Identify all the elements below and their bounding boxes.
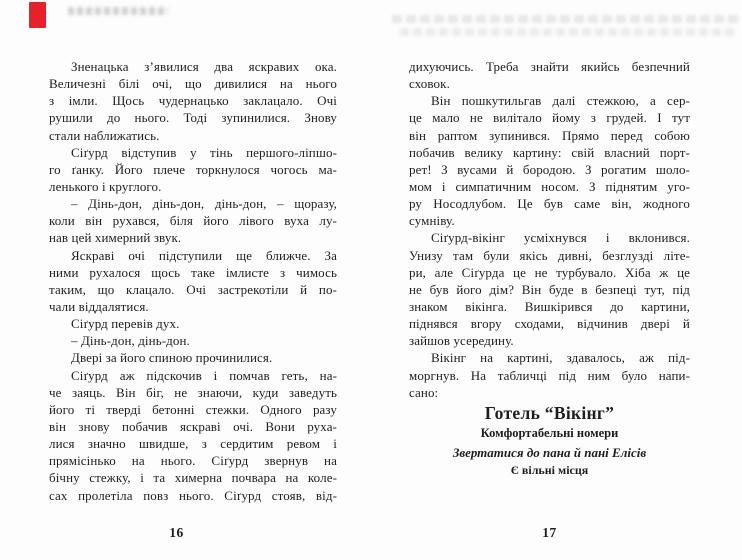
text-line: коли він рухався, біля його лівого вуха лу-: [49, 213, 337, 229]
text-line: не був його дім? Він буде в безпеці тут, під: [409, 281, 690, 297]
hotel-sign-vacancy: Є вільні місця: [510, 463, 589, 477]
text-line: чали віддалятися.: [49, 298, 149, 314]
text-line: таким, що клацало. Очі застрекотіли й по-: [49, 281, 337, 297]
text-line: побачив велику картину: свій власний порт-: [409, 144, 690, 160]
text-line: Сіґурд-вікінг усміхнувся і вклонився.: [431, 230, 690, 246]
text-line: сховок.: [409, 76, 450, 92]
text-line: він раптом зупинився. Прямо перед собою: [409, 127, 690, 143]
text-line: з імли. Щось чудернацько заклацало. Очі: [49, 93, 337, 109]
text-line: Вікінг на картині, здавалось, аж під-: [431, 350, 690, 366]
text-line: Зненацька з’явилися два яскравих ока.: [71, 59, 337, 74]
text-line: Величезні білі очі, що дивилися на нього: [49, 76, 337, 92]
text-line: сано:: [409, 384, 439, 400]
text-line: нав цей химерний звук.: [49, 230, 182, 246]
text-line: – Дінь-дон, дінь-дон, дінь-дон, – щоразу,: [71, 196, 337, 212]
text-line: ри, але Сіґурда це не турбувало. Хіба ж це: [409, 264, 690, 280]
text-line: стали наближатись.: [49, 127, 160, 143]
text-line: це мало не вилітало йому з грудей. І тут: [409, 110, 690, 126]
text-line: він знову побачив яскраві очі. Вони руха-: [49, 418, 337, 434]
text-line: моргнув. На табличці під ним було напи-: [409, 367, 690, 383]
text-line: ленького і круглого.: [49, 178, 162, 194]
text-line: піднявся вгору сходами, відчинив двері й: [409, 316, 690, 332]
page-right-text: [409, 58, 690, 401]
hotel-sign: [409, 403, 690, 479]
text-line: мом і симпатичним носом. З піднятим уго-: [409, 178, 690, 194]
text-line: дихуючись. Треба знайти якийсь безпечний: [409, 59, 690, 74]
text-line: Двері за його спиною прочинилися.: [71, 350, 273, 366]
text-line: прямісінько на нього. Сіґурд звернув на: [49, 453, 337, 469]
hotel-sign-title: Готель “Вікінг”: [484, 403, 615, 423]
text-line: ру Носодлубом. Це був саме він, жодного: [409, 196, 690, 212]
text-line: Яскраві очі підступили ще ближче. За: [71, 247, 337, 263]
text-line: Сіґурд аж підскочив і помчав геть, на-: [71, 367, 337, 383]
text-line: зайшов усередину.: [409, 333, 514, 349]
page-number-right: 17: [542, 525, 557, 540]
text-line: бічну стежку, і та химерна почвара на коле-: [49, 470, 337, 486]
page-number-left: 16: [169, 525, 184, 540]
text-line: Унизу там були якісь дивні, безглузді літе-: [409, 247, 690, 263]
text-line: ними рухалося щось таке імлисте з чимось: [49, 264, 337, 280]
text-line: го ґанку. Його плече торкнулося чогось ма-: [49, 161, 337, 177]
text-line: рет! З вусами й бородою. З рогатим шоло-: [409, 161, 690, 177]
text-line: лися значно швидше, з сердитим ревом і: [49, 436, 337, 452]
page-right: [371, 0, 742, 560]
text-line: знаком вікінга. Вишкірився до картини,: [409, 298, 690, 314]
text-line: сумніву.: [409, 213, 455, 229]
text-line: че заяць. Він біг, не знаючи, куди заведуть: [49, 384, 337, 400]
page-left-text: [49, 58, 337, 504]
text-line: Сіґурд відступив у тінь першого-ліпшо-: [71, 144, 337, 160]
hotel-sign-contact: Звертатися до пана й пані Елісів: [452, 445, 647, 460]
hotel-sign-rooms: Комфортабельні номери: [480, 426, 619, 440]
text-line: його ті тверді бетонні стежки. Одного разу: [49, 401, 337, 417]
text-line: Сіґурд перевів дух.: [71, 316, 180, 332]
text-line: рушили до нього. Тоді зупинилися. Знову: [49, 110, 337, 126]
text-line: – Дінь-дон, дінь-дон.: [71, 333, 190, 349]
text-line: сах пролетіла повз нього. Сіґурд стояв, від-: [49, 487, 337, 503]
text-line: Він пошкутильгав далі стежкою, а сер-: [431, 93, 690, 109]
